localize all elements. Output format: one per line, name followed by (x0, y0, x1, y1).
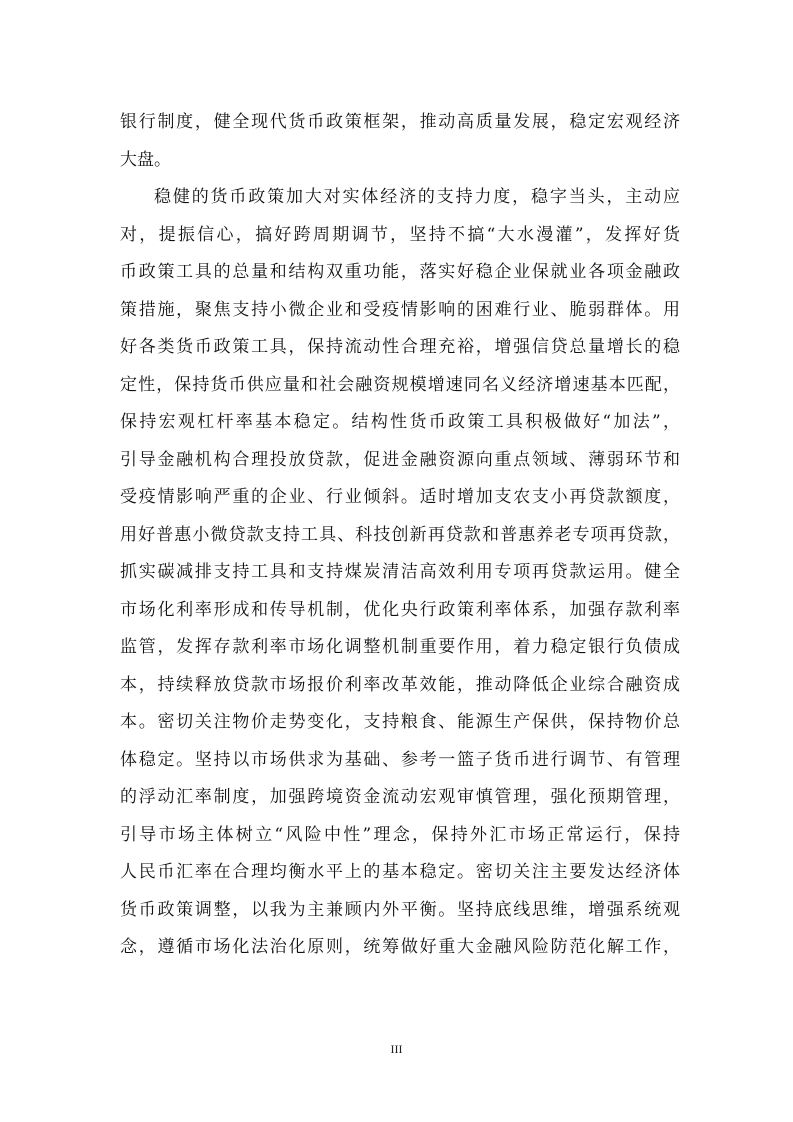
text-line: 念，遵循市场化法治化原则，统筹做好重大金融风险防范化解工作， (120, 937, 680, 957)
text-line: 本，持续释放贷款市场报价利率改革效能，推动降低企业综合融资成 (120, 674, 680, 695)
page-number: III (390, 1042, 403, 1056)
text-line: 好各类货币政策工具，保持流动性合理充裕，增强信贷总量增长的稳 (120, 337, 680, 357)
text-line: 大盘。 (120, 149, 171, 170)
text-line: 币政策工具的总量和结构双重功能，落实好稳企业保就业各项金融政 (120, 262, 680, 282)
paragraph-first-line: 稳健的货币政策加大对实体经济的支持力度，稳字当头，主动应 (154, 187, 680, 207)
text-line: 监管，发挥存款利率市场化调整机制重要作用，着力稳定银行负债成 (120, 637, 680, 657)
text-line: 保持宏观杠杆率基本稳定。结构性货币政策工具积极做好“加法”， (120, 412, 680, 432)
text-line: 本。密切关注物价走势变化，支持粮食、能源生产保供，保持物价总 (120, 712, 680, 732)
text-line: 对，提振信心，搞好跨周期调节，坚持不搞“大水漫灌”，发挥好货 (120, 224, 680, 245)
text-line: 受疫情影响严重的企业、行业倾斜。适时增加支农支小再贷款额度， (120, 487, 680, 507)
text-line: 引导市场主体树立“风险中性”理念，保持外汇市场正常运行，保持 (120, 824, 680, 845)
text-line: 引导金融机构合理投放贷款，促进金融资源向重点领域、薄弱环节和 (120, 449, 680, 470)
text-line: 定性，保持货币供应量和社会融资规模增速同名义经济增速基本匹配， (120, 374, 680, 395)
text-line: 策措施，聚焦支持小微企业和受疫情影响的困难行业、脆弱群体。用 (120, 299, 680, 320)
text-line: 抓实碳减排支持工具和支持煤炭清洁高效利用专项再贷款运用。健全 (120, 562, 680, 582)
text-line: 货币政策调整，以我为主兼顾内外平衡。坚持底线思维，增强系统观 (120, 899, 680, 920)
text-line: 体稳定。坚持以市场供求为基础、参考一篮子货币进行调节、有管理 (120, 749, 680, 770)
body-text (120, 104, 680, 967)
text-line: 用好普惠小微贷款支持工具、科技创新再贷款和普惠养老专项再贷款， (120, 524, 680, 545)
text-line: 的浮动汇率制度，加强跨境资金流动宏观审慎管理，强化预期管理， (120, 787, 680, 807)
text-line: 人民币汇率在合理均衡水平上的基本稳定。密切关注主要发达经济体 (120, 862, 680, 882)
text-line: 银行制度，健全现代货币政策框架，推动高质量发展，稳定宏观经济 (120, 112, 680, 132)
text-line: 市场化利率形成和传导机制，优化央行政策利率体系，加强存款利率 (120, 599, 680, 620)
